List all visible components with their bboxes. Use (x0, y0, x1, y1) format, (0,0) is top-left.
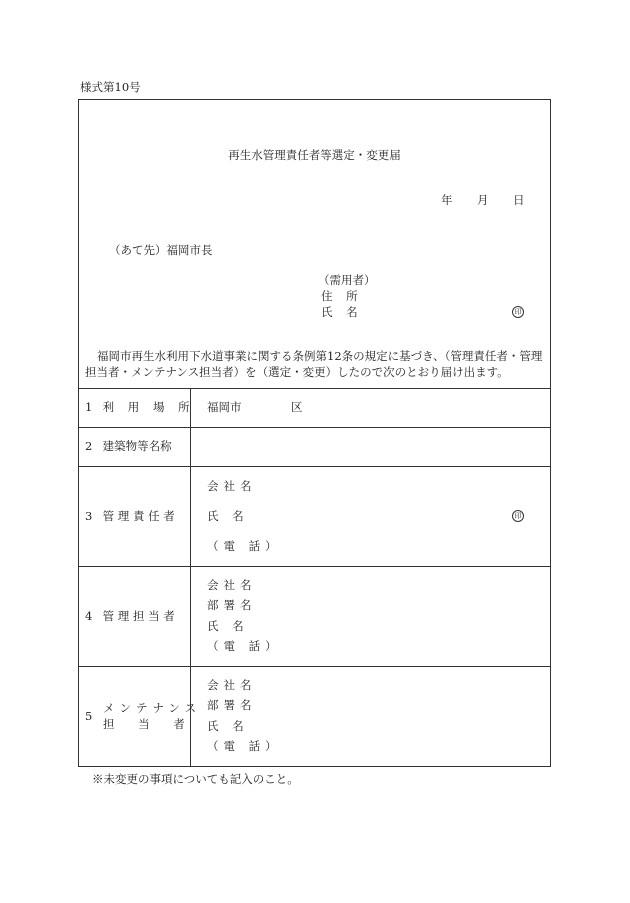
row-number: 5 (85, 709, 93, 723)
row-divider (79, 427, 550, 428)
phone-label: （電 話） (207, 539, 282, 553)
department-label: 部署名 (207, 698, 257, 712)
company-name-label: 会社名 (207, 479, 257, 493)
row-divider (79, 388, 550, 389)
footnote: ※未変更の事項についても記入のこと。 (92, 772, 299, 786)
row-5-label-line1: メンテナンス (103, 701, 202, 715)
company-name-label: 会社名 (207, 678, 257, 692)
phone-label: （電 話） (207, 639, 282, 653)
form-frame (78, 99, 551, 767)
company-name-label: 会社名 (207, 578, 257, 592)
row-5-label-line2: 担 当 者 (103, 717, 195, 731)
applicant-label: （需用者） (318, 273, 376, 287)
row-label-text: 管 理 担 当 者 (102, 609, 175, 623)
row-3-label (85, 511, 189, 523)
row-1-label (85, 400, 195, 414)
row-number: 4 (85, 609, 93, 623)
phone-label: （電 話） (207, 739, 282, 753)
row-number: 2 (85, 439, 93, 453)
applicant-seal-mark: 印 (512, 306, 524, 318)
row-divider (79, 566, 550, 567)
date-month-label: 月 (477, 193, 489, 207)
addressee: （あて先）福岡市長 (109, 243, 213, 257)
name-label: 氏 名 (207, 619, 249, 633)
row-1-ward: 区 (291, 400, 303, 414)
row-divider (79, 466, 550, 467)
statement-text: 福岡市再生水利用下水道事業に関する条例第12条の規定に基づき、（管理責任者・管理担当者・メンテナンス担当者）を（選定・変更）したので次のとおり届け出ます。 (85, 349, 543, 379)
row-2-label (85, 441, 189, 453)
name-label: 氏 名 (207, 719, 249, 733)
row-divider (79, 666, 550, 667)
row-number: 3 (85, 509, 93, 523)
department-label: 部署名 (207, 598, 257, 612)
row-4-label (85, 611, 189, 623)
row-1-city: 福岡市 (207, 400, 242, 414)
row-label-text: 管 理 責 任 者 (102, 509, 175, 523)
date-year-label: 年 (441, 193, 453, 207)
name-label: 氏 名 (207, 509, 249, 523)
row-label-text: 利 用 場 所 (102, 400, 195, 414)
row-label-text: 建築物等名称 (102, 439, 172, 453)
applicant-name-label: 氏 名 (321, 305, 363, 319)
form-number: 様式第10号 (80, 80, 141, 94)
applicant-address-label: 住 所 (321, 289, 363, 303)
manager-seal-mark: 印 (512, 510, 524, 522)
row-number: 1 (85, 400, 93, 414)
form-title: 再生水管理責任者等選定・変更届 (228, 148, 401, 162)
date-day-label: 日 (513, 193, 525, 207)
